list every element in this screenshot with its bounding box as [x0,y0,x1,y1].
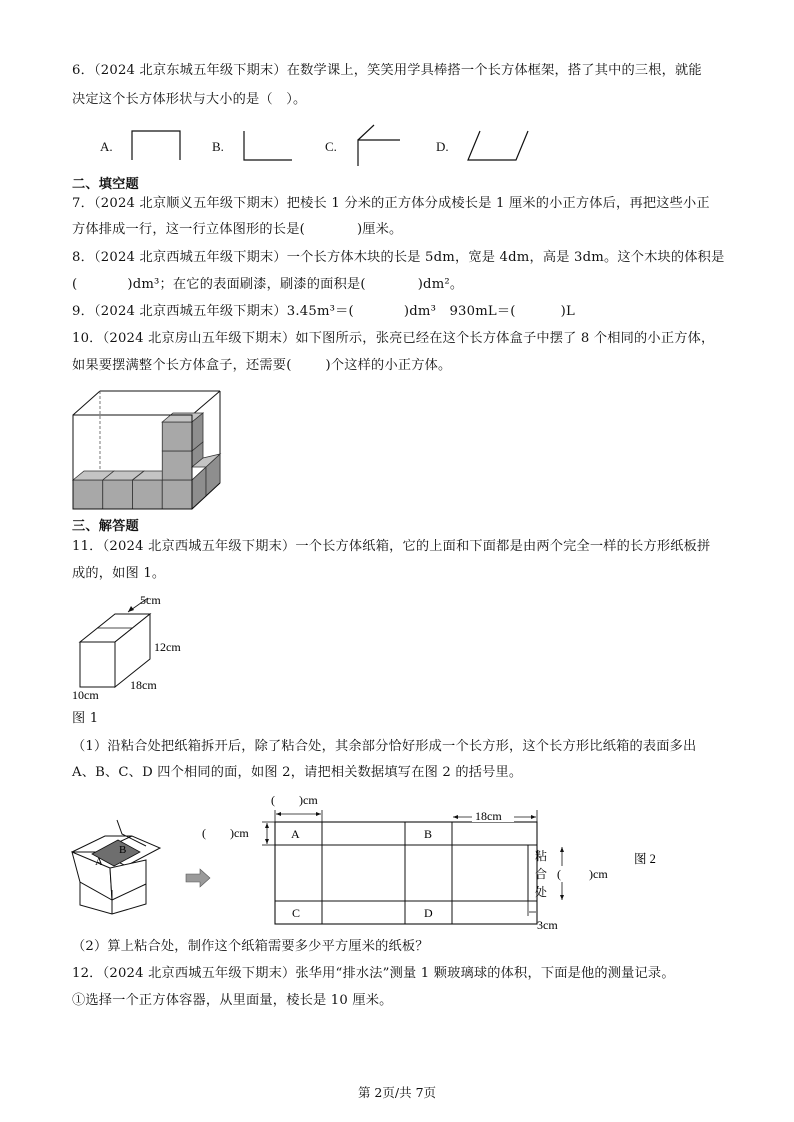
option-d-figure [468,131,528,160]
q11-p2: （2）算上粘合处，制作这个纸箱需要多少平方厘米的纸板？ [72,939,429,954]
fig1-height-label: 12cm [154,640,181,654]
fig2-left-dimension-label: ( )cm [202,826,249,840]
net-face-d: D [424,906,433,920]
fig2-right-paren: ( [557,867,561,881]
option-b-label: B. [212,139,224,154]
q11-line2: 成的，如图 1。 [72,566,166,581]
fig2-caption: 图 2 [634,852,656,866]
fig2-length-label: 18cm [475,809,502,823]
q7-line2 [72,222,402,238]
net-face-a: A [291,827,300,841]
option-c-figure [358,140,400,166]
q10-text-a: 如果要摆满整个长方体盒子，还需要( [72,358,292,373]
fig1-depth-label: 10cm [72,688,99,702]
option-c-slant [358,125,374,140]
q7-line1: 7．（2024 北京顺义五年级下期末）把棱长 1 分米的正方体分成棱长是 1 厘米的小正方体后，再把这些小正 [72,196,710,211]
section-fill-blank-title: 二、填空题 [72,177,139,192]
glue-label-2: 合 [535,867,548,881]
fig2-glue-width-label: 3cm [537,918,558,930]
box-face-b-label: B [119,844,127,856]
q7-text-a: 方体排成一行，这一行立体图形的长是( [72,222,305,237]
q9-text-c: )L [560,304,575,319]
fold-arrow-icon [186,869,210,887]
option-c-label: C. [325,139,337,154]
q7-text-b: )厘米。 [356,222,403,237]
q8-text-a: ( [72,277,78,292]
q12-line2: ①选择一个正方体容器，从里面量，棱长是 10 厘米。 [72,993,393,1008]
fig2-open-box-illustration [72,820,160,914]
q9-text-a: 9．（2024 北京西城五年级下期末）3.45m³＝( [72,304,354,319]
option-a-figure [132,131,180,160]
q12-line1: 12．（2024 北京西城五年级下期末）张华用“排水法”测量 1 颗玻璃球的体积，下面是他的测量记录。 [72,966,675,981]
fig2-unfolded-box [0,790,794,930]
q6-line1: 6．（2024 北京东城五年级下期末）在数学课上，笑笑用学具棒搭一个长方体框架，搭了其中的三根，就能 [72,63,702,78]
q6-options-figures [0,0,794,180]
net-face-c: C [292,906,301,920]
q11-line1: 11．（2024 北京西城五年级下期末）一个长方体纸箱，它的上面和下面都是由两个完全一样的长方形纸板拼 [72,539,711,554]
fig1-width-label: 5cm [140,593,161,607]
glue-label-1: 粘 [535,849,548,863]
q10-box-figure [70,388,230,514]
fig1-caption: 图 1 [72,711,99,726]
q9-line [72,304,575,320]
q8-line2 [72,277,463,293]
fig1-box [70,590,200,702]
section-answer-title: 三、解答题 [72,519,139,534]
fig1-length-label: 18cm [130,678,157,692]
q6-line2: 决定这个长方体形状与大小的是（ ）。 [72,92,307,107]
option-a-label: A. [100,139,113,154]
q10-line2 [72,358,451,374]
net-face-b: B [424,827,433,841]
option-b-figure [244,131,292,160]
box-face-a-label: A [95,856,103,868]
fig2-right-dimension-label: )cm [589,867,608,881]
q8-text-c: )dm²。 [417,277,464,292]
q10-text-b: )个这样的小正方体。 [325,358,452,373]
page-footer: 第 2页/共 7页 [357,1085,437,1100]
q10-line1: 10．（2024 北京房山五年级下期末）如下图所示，张亮已经在这个长方体盒子中摆了 8 个相同的小正方体， [72,331,715,346]
q11-p1-line1: （1）沿粘合处把纸箱拆开后，除了粘合处，其余部分恰好形成一个长方形，这个长方形比纸箱的表面多出 [72,739,697,754]
fig2-top-dimension-label: ( )cm [271,793,318,807]
option-d-label: D. [436,139,449,154]
glue-label-3: 处 [535,885,548,899]
q9-text-b: )dm³ 930mL＝( [403,304,516,319]
q8-line1: 8．（2024 北京西城五年级下期末）一个长方体木块的长是 5dm，宽是 4dm，高是 3dm。这个木块的体积是 [72,250,725,265]
q8-text-b: )dm³；在它的表面刷漆，刷漆的面积是( [127,277,366,292]
q11-p1-line2: A、B、C、D 四个相同的面，如图 2，请把相关数据填写在图 2 的括号里。 [72,765,523,780]
